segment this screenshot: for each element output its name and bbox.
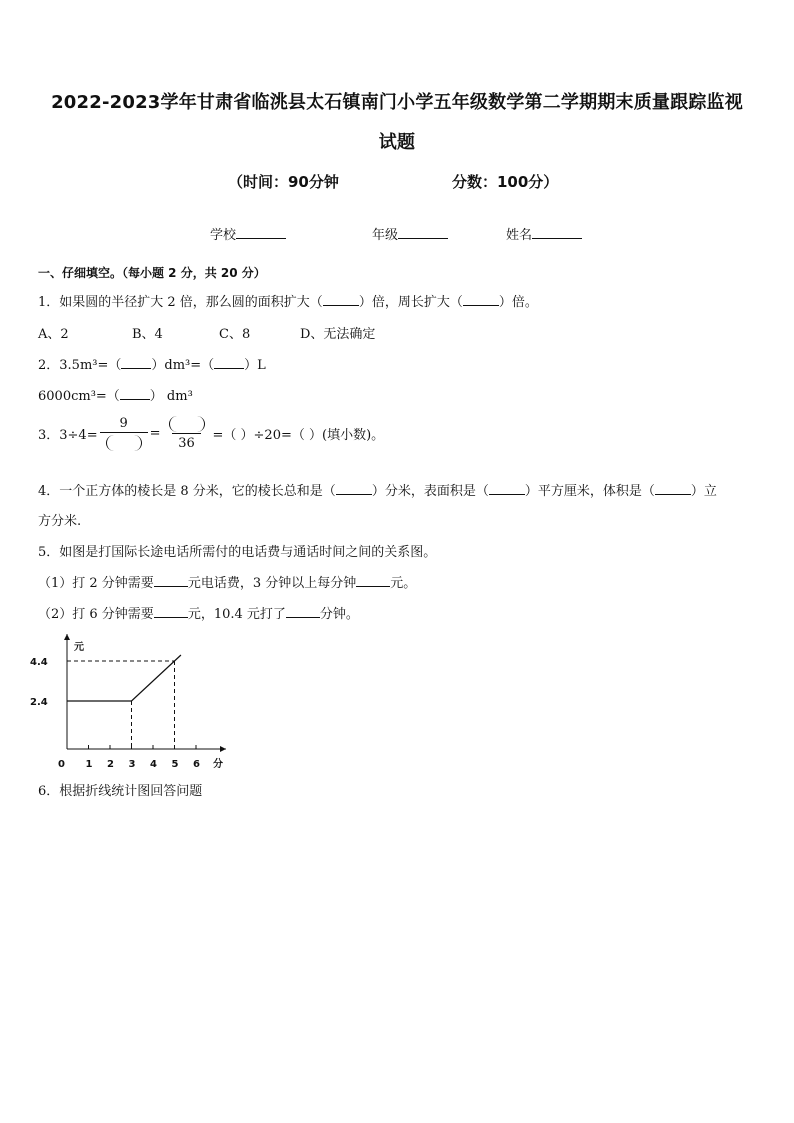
q5-p1-blank-1[interactable]	[154, 574, 188, 587]
q5-p1-blank-2[interactable]	[356, 574, 390, 587]
q4-text-a: 4．一个正方体的棱长是 8 分米，它的棱长总和是（	[38, 484, 336, 499]
x-axis-label: 分	[213, 759, 223, 770]
q2-blank-1[interactable]	[121, 356, 151, 369]
q1-option-d[interactable]: D、无法确定	[300, 327, 376, 342]
q4-text-c: ）平方厘米，体积是（	[524, 484, 655, 499]
q1-option-c[interactable]: C、8	[219, 327, 251, 342]
x-tick-label: 5	[171, 759, 179, 770]
q3-frac2-denominator: 36	[172, 433, 201, 451]
y-axis-arrow	[64, 634, 70, 640]
q4-text-d: ）立	[690, 484, 717, 499]
school-field[interactable]	[210, 224, 286, 243]
question-3	[38, 416, 384, 451]
y-tick-label: 4.4	[30, 657, 48, 668]
section1-heading: 一、仔细填空。（每小题 2 分，共 20 分）	[38, 266, 266, 280]
q5-p1-text-b: 元电话费，3 分钟以上每分钟	[187, 576, 357, 591]
name-label: 姓名	[506, 228, 533, 243]
q3-suffix: =（ ）÷20=（ ）(填小数)。	[212, 428, 385, 443]
q1-option-b[interactable]: B、4	[132, 327, 163, 342]
question-6: 6．根据折线统计图回答问题	[38, 784, 203, 799]
q3-frac2-numerator[interactable]	[163, 416, 211, 433]
q2-text-e: ） dm³	[149, 389, 193, 404]
q3-fraction-2	[163, 416, 211, 451]
q4-blank-3[interactable]	[655, 482, 691, 495]
x-tick-label: 2	[107, 759, 114, 770]
page-title-line2: 试题	[378, 132, 416, 153]
name-blank[interactable]	[532, 226, 582, 239]
x-tick-label: 4	[150, 759, 157, 770]
q1-text-c: ）倍。	[498, 295, 538, 310]
q2-text-c: ）L	[244, 358, 266, 373]
x-tick-label: 3	[128, 759, 136, 770]
q5-p1-text-c: 元。	[390, 576, 417, 591]
q3-equals: =	[149, 426, 161, 441]
question-2-line1	[38, 354, 266, 373]
q1-option-a[interactable]: A、2	[38, 327, 69, 342]
q5-p2-text-a: （2）打 6 分钟需要	[38, 607, 154, 622]
y-axis-label: 元	[74, 642, 84, 653]
q5-p2-blank-1[interactable]	[154, 605, 188, 618]
question-4-line2: 方分米.	[38, 514, 82, 529]
school-label: 学校	[210, 228, 237, 243]
q2-text-a: 2．3.5m³=（	[38, 358, 122, 373]
series-line	[67, 655, 181, 701]
school-blank[interactable]	[236, 226, 286, 239]
grade-blank[interactable]	[398, 226, 448, 239]
q3-frac1-denominator[interactable]	[100, 432, 148, 451]
phone-cost-chart	[30, 630, 240, 775]
q5-p2-text-b: 元，10.4 元打了	[187, 607, 286, 622]
q2-text-d: 6000cm³=（	[38, 389, 120, 404]
question-2-line2	[38, 385, 193, 404]
grade-label: 年级	[372, 228, 399, 243]
q1-blank-1[interactable]	[323, 293, 359, 306]
q3-fraction-1	[100, 416, 148, 451]
question-5-part1	[38, 572, 416, 591]
q1-text-b: ）倍，周长扩大（	[358, 295, 463, 310]
question-5-part2	[38, 603, 359, 622]
q2-blank-2[interactable]	[214, 356, 244, 369]
q1-text-a: 1．如果圆的半径扩大 2 倍，那么圆的面积扩大（	[38, 295, 323, 310]
question-4-line1	[38, 480, 717, 499]
exam-time: （时间：90分钟	[228, 173, 339, 191]
q4-blank-1[interactable]	[336, 482, 372, 495]
page-title-line1: 2022-2023学年甘肃省临洮县太石镇南门小学五年级数学第二学期期末质量跟踪监视	[51, 92, 743, 113]
x-tick-label: 6	[193, 759, 200, 770]
q5-p2-blank-2[interactable]	[286, 605, 320, 618]
x-tick-label: 1	[85, 759, 93, 770]
q3-prefix: 3．3÷4=	[38, 428, 98, 443]
exam-score: 分数：100分）	[452, 173, 559, 191]
q2-blank-3[interactable]	[120, 387, 150, 400]
q4-blank-2[interactable]	[489, 482, 525, 495]
q2-text-b: ）dm³=（	[151, 358, 215, 373]
q3-frac1-numerator: 9	[119, 416, 128, 431]
name-field[interactable]	[506, 224, 582, 243]
q5-p2-text-c: 分钟。	[319, 607, 359, 622]
x-tick-label: 0	[58, 759, 65, 770]
y-tick-label: 2.4	[30, 697, 48, 708]
question-5-stem: 5．如图是打国际长途电话所需付的电话费与通话时间之间的关系图。	[38, 545, 437, 560]
grade-field[interactable]	[372, 224, 448, 243]
question-1	[38, 291, 538, 310]
q4-text-b: ）分米，表面积是（	[371, 484, 489, 499]
q5-p1-text-a: （1）打 2 分钟需要	[38, 576, 154, 591]
x-axis-arrow	[220, 746, 226, 752]
q1-options	[38, 323, 375, 342]
q1-blank-2[interactable]	[463, 293, 499, 306]
